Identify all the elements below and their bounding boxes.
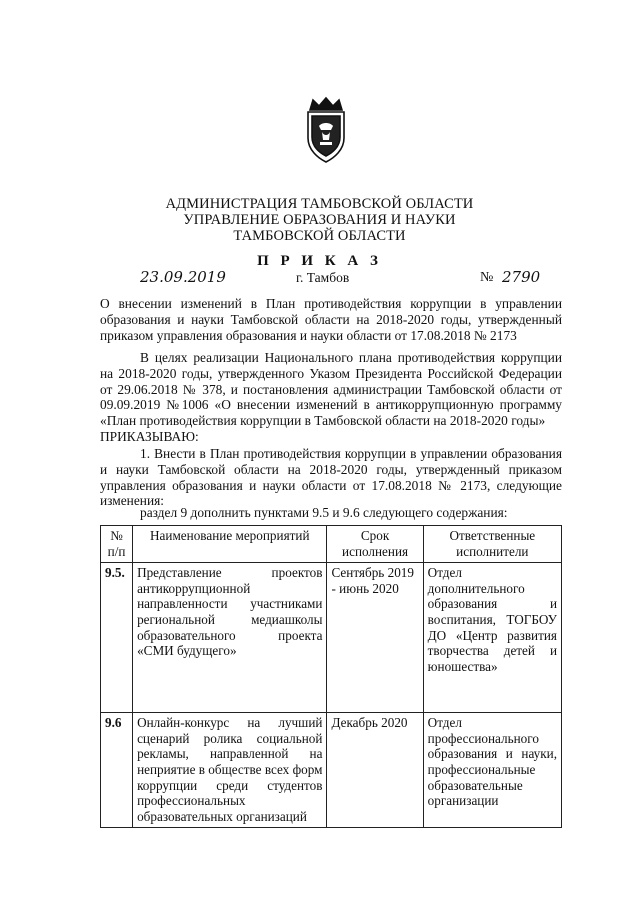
row-term: Декабрь 2020 [327, 713, 423, 828]
coat-of-arms-emblem [300, 96, 352, 164]
table-row [101, 563, 562, 713]
item-1-text: 1. Внести в План противодействия коррупции в управлении образования и науки Тамбовской области на 2018-2020 годы, утвержденный приказом управления образования и науки области от 17.08.2018 № 2173, следующие изменения: [100, 446, 562, 509]
header-term: Срок исполнения [327, 526, 423, 563]
row-activity: Представление проектов антикоррупционной направленности участниками региональной медиашколы образовательного проекта «СМИ будущего» [133, 563, 327, 713]
document-number: 2790 [502, 268, 541, 286]
item-1-paragraph [100, 446, 562, 509]
row-number: 9.5. [101, 563, 133, 713]
row-responsible: Отдел профессионального образования и науки, профессиональные образовательные организации [423, 713, 561, 828]
header-number: № п/п [101, 526, 133, 563]
table-header-row [101, 526, 562, 563]
header-activity: Наименование мероприятий [133, 526, 327, 563]
agency-name-line-2: УПРАВЛЕНИЕ ОБРАЗОВАНИЯ И НАУКИ [183, 212, 456, 228]
section-line: раздел 9 дополнить пунктами 9.5 и 9.6 следующего содержания: [140, 505, 508, 520]
row-number: 9.6 [101, 713, 133, 828]
row-responsible: Отдел дополнительного образования и воспитания, ТОГБОУ ДО «Центр развития творчества детей и юношества» [423, 563, 561, 713]
document-type: П Р И К А З [257, 253, 382, 269]
row-term: Сентябрь 2019 - июнь 2020 [327, 563, 423, 713]
document-number-prefix: № [480, 270, 494, 285]
document-city: г. Тамбов [296, 270, 350, 285]
subject-text: О внесении изменений в План противодействия коррупции в управлении образования и науки Тамбовской области на 2018-2020 годы, утвержденный приказом управления образования и науки области от 17.08.2018 № 2173 [100, 296, 562, 343]
order-word: ПРИКАЗЫВАЮ: [100, 428, 199, 444]
header-responsible: Ответственные исполнители [423, 526, 561, 563]
document-subject [100, 296, 562, 343]
preamble-paragraph [100, 350, 562, 445]
row-activity: Онлайн-конкурс на лучший сценарий ролика социальной рекламы, направленной на неприятие в обществе всех форм коррупции среди студентов профессиональных образовательных организаций [133, 713, 327, 828]
preamble-text: В целях реализации Национального плана противодействия коррупции на 2018-2020 годы, утвержденного Указом Президента Российской Федерации от 29.06.2018 № 378, и постановления администрации Тамбовской области от 09.09.2019 №1006 «О внесении изменений в антикоррупционную программу «План противодействия коррупции в Тамбовской области на 2018-2020 годы» [100, 350, 562, 429]
plan-table [100, 525, 562, 828]
agency-name-line-1: АДМИНИСТРАЦИЯ ТАМБОВСКОЙ ОБЛАСТИ [165, 196, 474, 212]
agency-name-line-3: ТАМБОВСКОЙ ОБЛАСТИ [233, 228, 406, 244]
table-row [101, 713, 562, 828]
document-date: 23.09.2019 [140, 268, 226, 286]
